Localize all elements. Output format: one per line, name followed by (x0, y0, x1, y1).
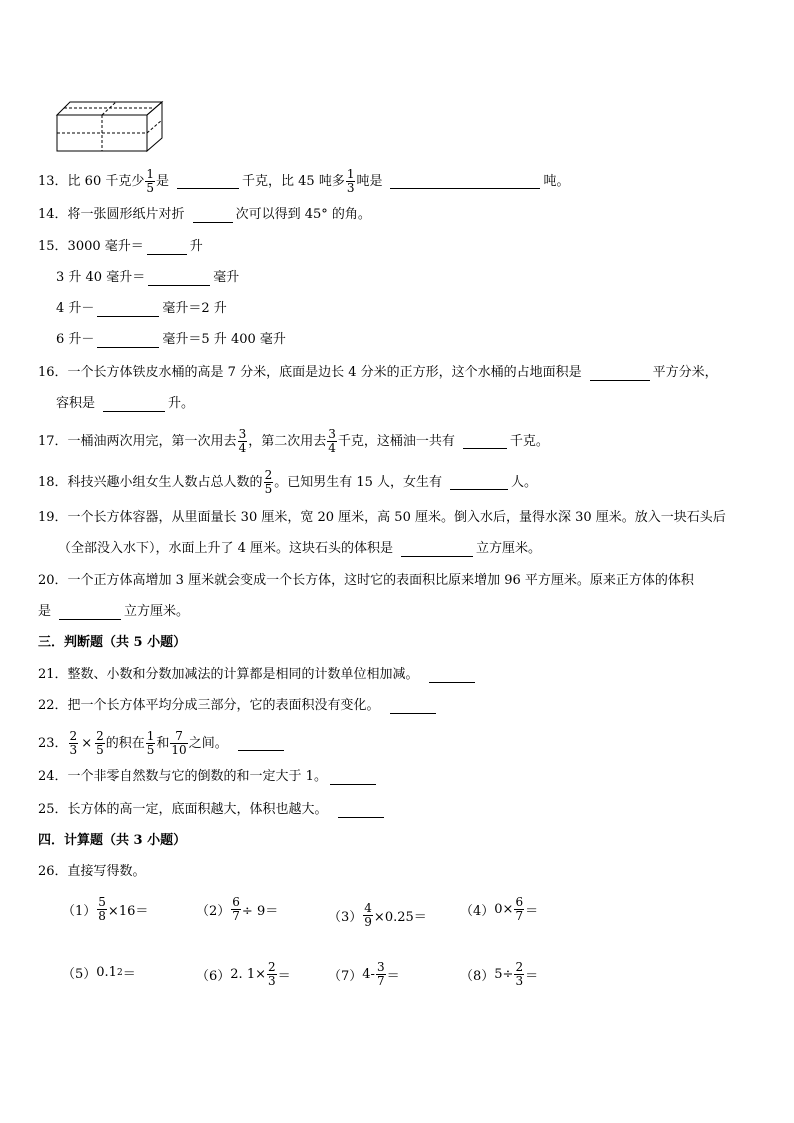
text: 千克，比 45 吨多 (242, 173, 345, 189)
text: （2） (196, 904, 231, 919)
text: 3 (69, 743, 78, 757)
calc-item-6 (196, 961, 291, 988)
text: 15． (38, 239, 68, 254)
text: 25． (38, 802, 68, 817)
answer-blank[interactable] (463, 434, 507, 449)
text: 4 升－ (56, 301, 95, 316)
calc-item-3 (328, 902, 427, 929)
text: 20． (38, 573, 68, 588)
text: 2 (267, 960, 276, 974)
text: 一个长方体容器，从里面量长 30 厘米，宽 20 厘米，高 50 厘米。倒入水后，量得水深 30 厘米。放入一块石头后 (67, 510, 726, 525)
answer-blank[interactable] (147, 240, 187, 255)
fraction (146, 730, 156, 757)
text: 吨。 (543, 173, 570, 189)
fraction (267, 961, 277, 988)
fraction (95, 730, 105, 757)
text: 8 (98, 909, 106, 923)
text: 2 (96, 729, 104, 743)
answer-blank[interactable] (193, 208, 233, 223)
text: 21． (38, 667, 68, 682)
answer-blank[interactable] (450, 475, 508, 490)
text: 吨是 (356, 173, 383, 189)
text: 一个非零自然数与它的倒数的和一定大于 1。 (67, 769, 327, 784)
text: 6 (232, 895, 240, 909)
text: 的积在 (105, 735, 145, 751)
text: 4 (328, 441, 336, 455)
text: 3 升 40 毫升＝ (56, 270, 146, 285)
text: 1 (146, 167, 154, 181)
text: 3 (328, 427, 336, 441)
text: ÷ 9＝ (241, 904, 279, 919)
question-15 (38, 237, 203, 257)
text: 和 (156, 735, 170, 751)
fraction (231, 896, 241, 923)
text: （5） (62, 967, 97, 982)
text: 是 (38, 604, 52, 619)
text: 直接写得数。 (67, 864, 146, 879)
question-13 (38, 168, 570, 195)
fraction (170, 730, 187, 757)
text: 1 (346, 167, 355, 181)
text: 4- (362, 967, 375, 982)
question-26 (38, 862, 146, 882)
text: 立方厘米。 (124, 604, 190, 619)
text: 7 (515, 909, 524, 923)
fraction (376, 961, 386, 988)
question-15-line-3 (56, 299, 227, 319)
text: 平方分米， (652, 365, 718, 380)
text: 2 (515, 960, 524, 974)
question-17 (38, 428, 549, 455)
fraction (346, 168, 356, 195)
text: 容积是 (56, 396, 96, 411)
calc-item-5 (62, 963, 136, 982)
text: 7 (376, 974, 385, 988)
text: 之间。 (188, 735, 228, 751)
text: 5 (96, 743, 104, 757)
calc-item-1 (62, 896, 148, 923)
text: 2 (69, 729, 78, 743)
calc-item-2 (196, 896, 278, 923)
answer-blank[interactable] (177, 174, 239, 189)
fraction (514, 961, 524, 988)
fraction (514, 896, 524, 923)
answer-blank[interactable] (338, 803, 384, 818)
text: 长方体的高一定，底面积越大，体积也越大。 (67, 802, 328, 817)
text: 0.1 (96, 965, 117, 980)
calc-item-7 (328, 961, 400, 988)
text: 26． (38, 864, 68, 879)
text: 18． (38, 474, 68, 490)
text: 整数、小数和分数加减法的计算都是相同的计数单位相加减。 (67, 667, 419, 682)
text: 5 (98, 895, 106, 909)
question-25 (38, 800, 387, 820)
text: （6） (196, 969, 231, 984)
text: 3 (515, 974, 524, 988)
text: 千克。 (509, 433, 549, 449)
text: 9 (364, 915, 372, 929)
text: 6 (515, 895, 524, 909)
text: 3000 毫升＝ (67, 239, 144, 254)
fraction (363, 902, 373, 929)
fraction (97, 896, 107, 923)
text: 3 (376, 960, 385, 974)
question-15-line-2 (56, 268, 239, 288)
question-14 (38, 205, 371, 225)
answer-blank[interactable] (97, 333, 159, 348)
question-20-line-2 (38, 602, 189, 622)
text: 19． (38, 510, 68, 525)
text: 3 (238, 427, 247, 441)
text: 1 (146, 729, 155, 743)
text: 3 (267, 974, 276, 988)
question-15-line-4 (56, 330, 286, 350)
text: 人。 (511, 474, 538, 490)
fraction (264, 469, 274, 496)
text: ×16＝ (107, 904, 149, 919)
question-21 (38, 665, 478, 685)
text: ＝ (122, 967, 136, 982)
text: 7 (232, 909, 240, 923)
text: ，第二次用去 (248, 433, 327, 449)
text: 升。 (168, 396, 195, 411)
answer-blank[interactable] (401, 542, 473, 557)
text: 比 60 千克少 (67, 173, 145, 189)
section-heading-3: 三．判断题（共 5 小题） (38, 635, 187, 650)
question-16 (38, 363, 718, 383)
question-20 (38, 571, 694, 591)
text: 毫升＝2 升 (162, 301, 227, 316)
calc-item-4 (460, 896, 538, 923)
text: 22． (38, 698, 68, 713)
answer-blank[interactable] (238, 736, 284, 751)
text: 毫升＝5 升 400 毫升 (162, 332, 286, 347)
text: 一桶油两次用完，第一次用去 (67, 433, 237, 449)
text: （4） (460, 904, 495, 919)
text: 14． (38, 207, 68, 222)
text: 24． (38, 769, 68, 784)
text: 将一张圆形纸片对折 (67, 207, 185, 222)
text: 13． (38, 173, 68, 189)
text: 7 (175, 729, 183, 743)
text: 5÷ (494, 967, 514, 982)
text: （8） (460, 969, 495, 984)
answer-blank[interactable] (103, 397, 165, 412)
text: 5 (146, 181, 154, 195)
text: 千克，这桶油一共有 (337, 433, 455, 449)
answer-blank[interactable] (590, 366, 650, 381)
text: （1） (62, 904, 97, 919)
text: 6 升－ (56, 332, 95, 347)
question-16-line-2 (56, 394, 194, 414)
text: 3 (346, 181, 355, 195)
text: ＝ (277, 969, 291, 984)
text: 立方厘米。 (476, 541, 542, 556)
question-24 (38, 767, 379, 787)
fraction (238, 428, 248, 455)
fraction (69, 730, 79, 757)
text: 5 (146, 743, 155, 757)
text: 次可以得到 45° 的角。 (235, 207, 371, 222)
text: 4 (238, 441, 247, 455)
text: 升 (189, 239, 203, 254)
text: （7） (328, 969, 363, 984)
answer-blank[interactable] (59, 605, 121, 620)
text: （全部没入水下），水面上升了 4 厘米。这块石头的体积是 (58, 541, 394, 556)
answer-blank[interactable] (97, 302, 159, 317)
text: 一个长方体铁皮水桶的高是 7 分米，底面是边长 4 分米的正方形，这个水桶的占地面积是 (67, 365, 582, 380)
text: （3） (328, 910, 363, 925)
text: 一个正方体高增加 3 厘米就会变成一个长方体，这时它的表面积比原来增加 96 平方厘米。原来正方体的体积 (67, 573, 694, 588)
text: ＝ (386, 969, 400, 984)
text: 2 (116, 967, 123, 978)
text: 。已知男生有 15 人，女生有 (274, 474, 443, 490)
answer-blank[interactable] (330, 770, 376, 785)
fraction (145, 168, 155, 195)
text: 17． (38, 433, 68, 449)
question-18 (38, 469, 537, 496)
answer-blank[interactable] (390, 699, 436, 714)
fraction (327, 428, 337, 455)
text: 是 (156, 173, 170, 189)
text: 把一个长方体平均分成三部分，它的表面积没有变化。 (67, 698, 380, 713)
question-19-line-2 (58, 539, 541, 559)
question-19 (38, 508, 726, 528)
text: 毫升 (213, 270, 240, 285)
question-23 (38, 730, 287, 757)
text: 科技兴趣小组女生人数占总人数的 (67, 474, 263, 490)
question-22 (38, 696, 439, 716)
text: 4 (364, 901, 372, 915)
answer-blank[interactable] (148, 271, 210, 286)
text: 0× (494, 902, 514, 917)
calc-item-8 (460, 961, 538, 988)
text: ＝ (525, 969, 539, 984)
answer-blank[interactable] (390, 174, 540, 189)
text: 16． (38, 365, 68, 380)
text: ×0.25＝ (373, 910, 427, 925)
text: 23． (38, 735, 68, 751)
text: × (81, 735, 93, 751)
cuboid-figure (54, 98, 166, 154)
text: ＝ (525, 904, 539, 919)
section-heading-4: 四．计算题（共 3 小题） (38, 833, 187, 848)
text: 5 (264, 482, 273, 496)
text: 10 (171, 743, 187, 757)
answer-blank[interactable] (429, 668, 475, 683)
text: 2 (264, 468, 273, 482)
text: 2. 1× (230, 967, 266, 982)
